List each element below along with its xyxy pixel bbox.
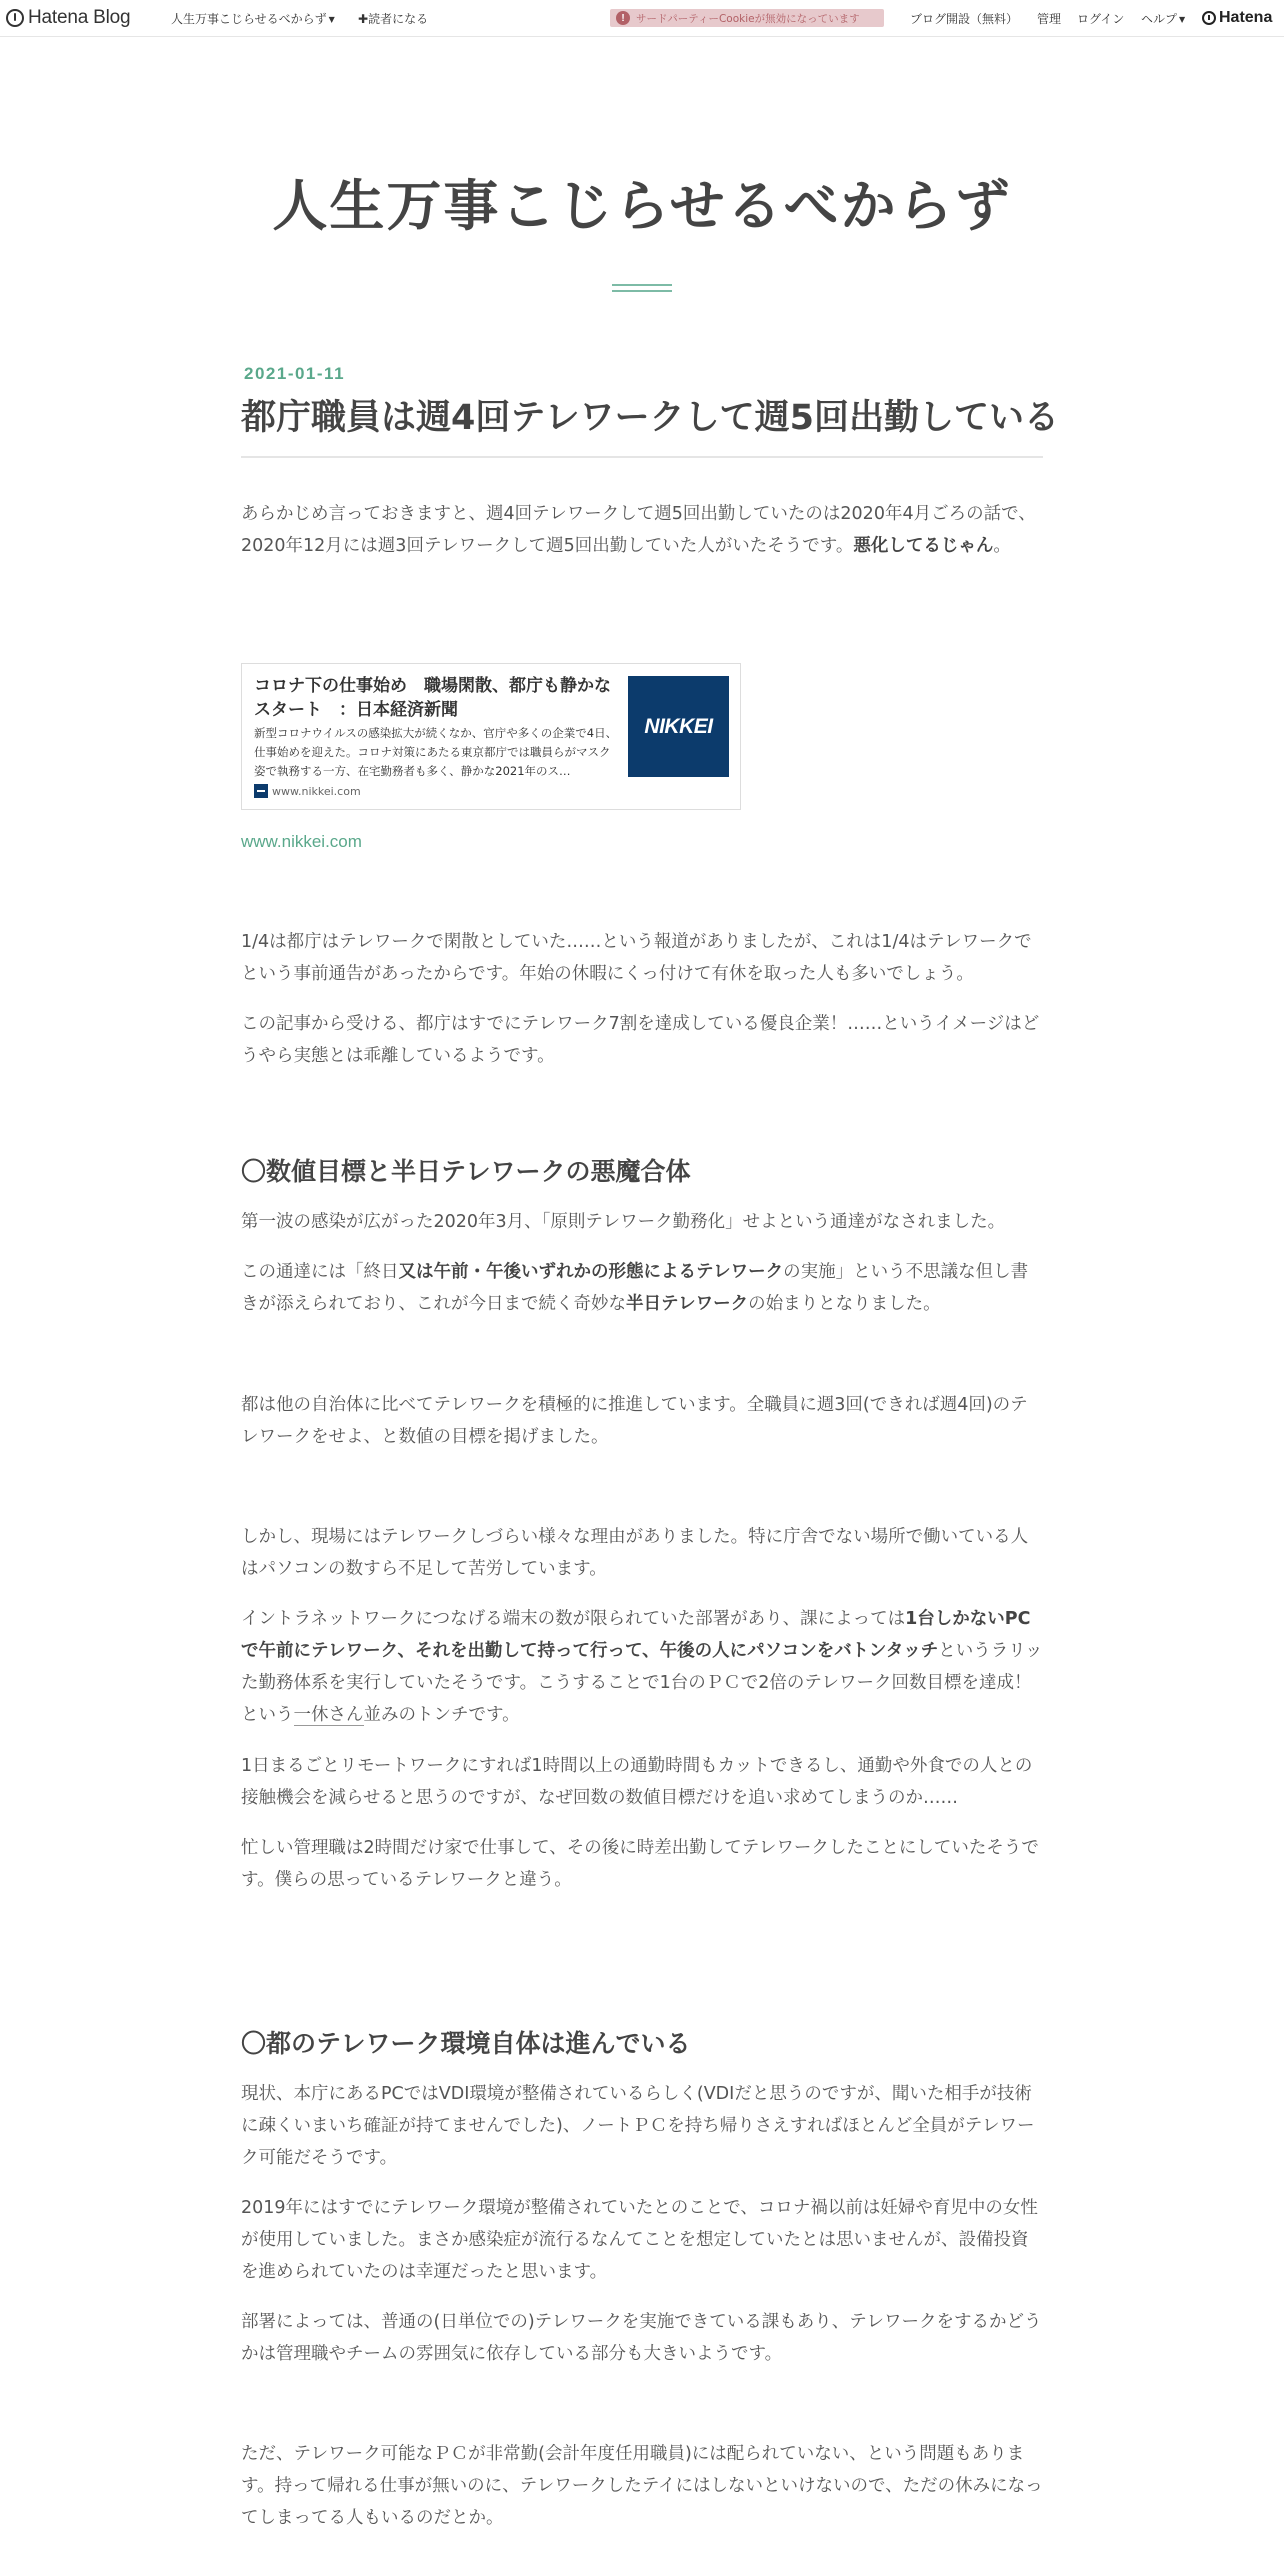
caret-down-icon: ▼	[328, 15, 335, 24]
hatena-logo-icon	[6, 9, 24, 27]
admin-link[interactable]: 管理	[1037, 12, 1062, 26]
plus-icon: ✚	[358, 12, 369, 26]
hatena-home-link[interactable]	[1202, 9, 1272, 27]
blog-title[interactable]: 人生万事こじらせるべからず	[272, 174, 1012, 238]
bold-text: 又は午前・午後いずれかの形態によるテレワーク	[398, 1262, 784, 1282]
subscribe-button[interactable]	[358, 10, 428, 27]
title-divider	[612, 284, 672, 286]
text: 並みのトンチです。	[363, 1705, 520, 1725]
login-link[interactable]: ログイン	[1077, 12, 1125, 26]
blog-menu-label: 人生万事こじらせるべからず	[171, 12, 327, 26]
section-heading: 〇数値目標と半日テレワークの悪魔合体	[241, 1157, 691, 1186]
logo-text: Hatena Blog	[28, 7, 131, 28]
paragraph: 部署によっては、普通の(日単位での)テレワークを実施できている課もあり、テレワークをするかどうかは管理職やチームの雰囲気に依存している部分も大きいようです。	[241, 2312, 1042, 2364]
text: あらかじめ言っておきますと、週4回テレワークして週5回出勤していたのは2020年4月ごろの話で、2020年12月には週3回テレワークして週5回出勤していた人がいたそうです。	[241, 504, 1036, 556]
open-blog-link[interactable]: ブログ開設（無料）	[910, 12, 1019, 26]
paragraph	[241, 1256, 1043, 1320]
source-link[interactable]: www.nikkei.com	[241, 832, 362, 851]
text: の実施」という不思議な但し書きが添えられており、これが今日まで続く奇妙な	[241, 1262, 1029, 1314]
bold-text: 半日テレワーク	[626, 1294, 749, 1314]
caret-down-icon: ▼	[1179, 15, 1186, 24]
paragraph: 現状、本庁にあるPCではVDI環境が整備されているらしく(VDIだと思うのですが、聞いた相手が技術に疎くいまいち確証が持てませんでした)、ノートＰＣを持ち帰りさえすればほとんど全員がテレワーク可能だそうです。	[241, 2084, 1035, 2168]
bold-text: 悪化してるじゃん	[853, 536, 994, 556]
paragraph: 忙しい管理職は2時間だけ家で仕事して、その後に時差出勤してテレワークしたことにしていたそうです。僕らの思っているテレワークと違う。	[241, 1838, 1039, 1890]
paragraph	[241, 498, 1043, 562]
paragraph	[241, 1603, 1043, 1731]
embed-card-site	[254, 784, 361, 798]
text: というラリッた勤務体系を実行していたそうです。こうすることで1台のＰＣで2倍のテレワーク回数目標を達成！という	[241, 1641, 1043, 1725]
cookie-warning-text: サードパーティーCookieが無効になっています	[636, 12, 860, 25]
paragraph: 1日まるごとリモートワークにすれば1時間以上の通勤時間もカットできるし、通勤や外食での人との接触機会を減らせると思うのですが、なぜ回数の数値目標だけを追い求めてしまうのか……	[241, 1756, 1033, 1808]
paragraph: しかし、現場にはテレワークしづらい様々な理由がありました。特に庁舎でない場所で働いている人はパソコンの数すら不足して苦労しています。	[241, 1527, 1029, 1579]
bold-text: 1台しかないPCで午前にテレワーク、それを出勤して持って行って、午後の人にパソコンをバトンタッチ	[241, 1609, 1031, 1661]
entry-title[interactable]: 都庁職員は週4回テレワークして週5回出勤している	[241, 398, 1060, 438]
exclamation-icon: !	[616, 11, 630, 25]
blog-menu-dropdown[interactable]	[171, 10, 335, 27]
entry-title-divider	[241, 456, 1043, 458]
paragraph: 2019年にはすでにテレワーク環境が整備されていたとのことで、コロナ禍以前は妊婦や育児中の女性が使用していました。まさか感染症が流行るなんてことを想定していたとは思いませんが、設備投資を進められていたのは幸運だったと思います。	[241, 2198, 1038, 2282]
hatena-logo-text: Hatena	[1219, 9, 1273, 26]
subscribe-label: 読者になる	[368, 12, 429, 26]
title-divider	[612, 290, 672, 292]
hatena-logo-icon	[1202, 11, 1216, 25]
help-label: ヘルプ	[1141, 12, 1178, 26]
section-heading: 〇都のテレワーク環境自体は進んでいる	[241, 2029, 691, 2058]
paragraph: 都は他の自治体に比べてテレワークを積極的に推進しています。全職員に週3回(できれば週4回)のテレワークをせよ、と数値の目標を掲げました。	[241, 1395, 1028, 1447]
paragraph: ただ、テレワーク可能なＰＣが非常勤(会計年度任用職員)には配られていない、という問題もあります。持って帰れる仕事が無いのに、テレワークしたテイにはしないといけないので、ただの休みになってしまってる人もいるのだとか。	[241, 2444, 1043, 2528]
global-header	[0, 0, 1284, 37]
nikkei-thumbnail[interactable]: NIKKEI	[628, 676, 729, 777]
entry-date[interactable]: 2021-01-11	[244, 364, 346, 383]
paragraph: この記事から受ける、都庁はすでにテレワーク7割を達成している優良企業！……というイメージはどうやら実態とは乖離しているようです。	[241, 1014, 1040, 1066]
hatena-blog-logo[interactable]	[6, 6, 130, 30]
embed-card-title[interactable]: コロナ下の仕事始め 職場閑散、都庁も静かな スタート ：日本経済新聞	[254, 676, 611, 720]
text: の始まりとなりました。	[748, 1294, 941, 1314]
nikkei-favicon-icon	[254, 784, 268, 798]
text: イントラネットワークにつなげる端末の数が限られていた部署があり、課によっては	[241, 1609, 906, 1629]
embed-card[interactable]	[241, 663, 741, 810]
embed-card-description: 新型コロナウイルスの感染拡大が続くなか、官庁や多くの企業で4日、仕事始めを迎えた。コロナ対策にあたる東京都庁では職員らがマスク姿で執務する一方、在宅勤務者も多く、静かな2021年のス…	[254, 726, 618, 778]
help-dropdown[interactable]	[1141, 10, 1185, 27]
paragraph: 1/4は都庁はテレワークで閑散としていた……という報道がありましたが、これは1/4はテレワークでという事前通告があったからです。年始の休暇にくっ付けて有休を取った人も多いでしょう。	[241, 932, 1032, 984]
text: この通達には「終日	[241, 1262, 399, 1282]
cookie-warning-badge[interactable]	[610, 9, 884, 27]
embed-card-site-text: www.nikkei.com	[272, 784, 361, 798]
keyword-link[interactable]: 一休さん	[293, 1705, 364, 1725]
paragraph: 第一波の感染が広がった2020年3月、「原則テレワーク勤務化」せよという通達がなされました。	[241, 1212, 1006, 1232]
text: 。	[993, 536, 1011, 556]
